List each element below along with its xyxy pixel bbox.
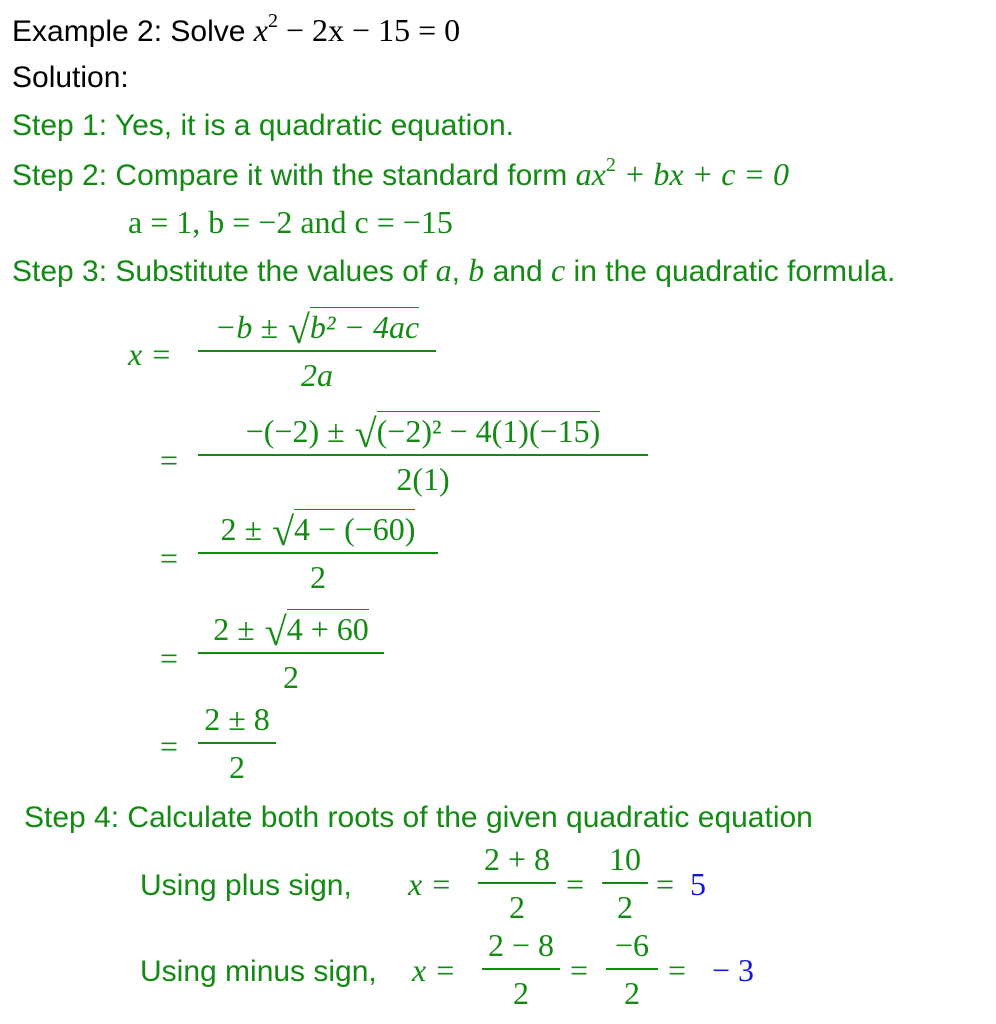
fraction-5-numerator: 2 ± 8 <box>204 701 270 737</box>
fraction-1-denominator: 2a <box>301 356 333 393</box>
step-3-comma: , <box>451 255 469 288</box>
plus-sign-label: Using plus sign, <box>140 869 352 902</box>
minus-x-eq: x = <box>412 952 456 988</box>
fraction-4-denominator: 2 <box>283 658 299 695</box>
minus-equals-1: = <box>570 952 589 988</box>
step-2-eq-ax: ax <box>575 156 606 192</box>
step-3-text-pre: Step 3: Substitute the values of <box>12 255 436 288</box>
minus-fraction-1-denominator: 2 <box>513 974 529 1011</box>
minus-fraction-2 <box>606 926 658 1012</box>
plus-equals-1: = <box>566 866 585 902</box>
minus-fraction-2-numerator: −6 <box>614 927 650 963</box>
step-3 <box>12 252 895 290</box>
minus-fraction-2-denominator: 2 <box>624 974 640 1011</box>
plus-fraction-1-numerator: 2 + 8 <box>483 841 551 877</box>
fraction-5-denominator: 2 <box>229 748 245 785</box>
fraction-2-denominator: 2(1) <box>396 460 450 497</box>
example-eq-x: x <box>253 12 268 48</box>
step-4: Step 4: Calculate both roots of the given quadratic equation <box>24 801 813 834</box>
step-3-b: b <box>468 252 485 288</box>
plus-equals-2: = <box>656 866 675 902</box>
example-title: Example 2: Solve $x^2 - 2x - 15 = 0$ <box>12 10 461 48</box>
step-3-and: and <box>484 255 552 288</box>
minus-result: − 3 <box>712 952 755 988</box>
coefficients: a = 1, b = −2 and c = −15 <box>128 204 453 240</box>
minus-fraction-1-numerator: 2 − 8 <box>487 927 555 963</box>
plus-x-eq: x = <box>408 866 452 902</box>
minus-equals-2: = <box>668 952 687 988</box>
derivation-lhs: x = <box>128 336 172 372</box>
fraction-3 <box>198 508 438 596</box>
plus-fraction-2 <box>602 840 648 926</box>
step-2-eq-rest: + bx + c = 0 <box>615 156 789 192</box>
equals-5: = <box>160 728 179 764</box>
step-3-a: a <box>435 252 452 288</box>
fraction-3-denominator: 2 <box>310 558 326 595</box>
step-2: Step 2: Compare it with the standard form $ax^2$ + bx + c = 0 <box>12 154 789 192</box>
fraction-2 <box>198 410 648 498</box>
plus-fraction-1 <box>478 840 556 926</box>
step-2-text: Step 2: Compare it with the standard form <box>12 159 576 192</box>
example-label: Example 2: Solve <box>12 15 254 48</box>
fraction-1-numerator: −b ± √b² − 4ac <box>214 307 420 352</box>
step-3-c: c <box>551 252 566 288</box>
fraction-5 <box>198 700 276 786</box>
minus-fraction-1 <box>482 926 560 1012</box>
solution-label: Solution: <box>12 61 129 94</box>
fraction-1 <box>198 306 436 394</box>
step-3-text-post: in the quadratic formula. <box>565 255 896 288</box>
plus-result: 5 <box>690 866 706 902</box>
plus-fraction-2-denominator: 2 <box>617 888 633 925</box>
equals-4: = <box>160 640 179 676</box>
fraction-3-numerator: 2 ± √4 − (−60) <box>220 509 416 554</box>
equals-3: = <box>160 540 179 576</box>
equals-2: = <box>160 442 179 478</box>
fraction-4-numerator: 2 ± √4 + 60 <box>213 609 369 654</box>
fraction-2-numerator: −(−2) ± √(−2)² − 4(1)(−15) <box>245 411 601 456</box>
example-eq-rest: − 2x − 15 = 0 <box>278 12 461 48</box>
step-1: Step 1: Yes, it is a quadratic equation. <box>12 109 515 142</box>
fraction-4 <box>198 608 384 696</box>
plus-fraction-1-denominator: 2 <box>509 888 525 925</box>
plus-fraction-2-numerator: 10 <box>609 841 641 877</box>
minus-sign-label: Using minus sign, <box>140 955 377 988</box>
